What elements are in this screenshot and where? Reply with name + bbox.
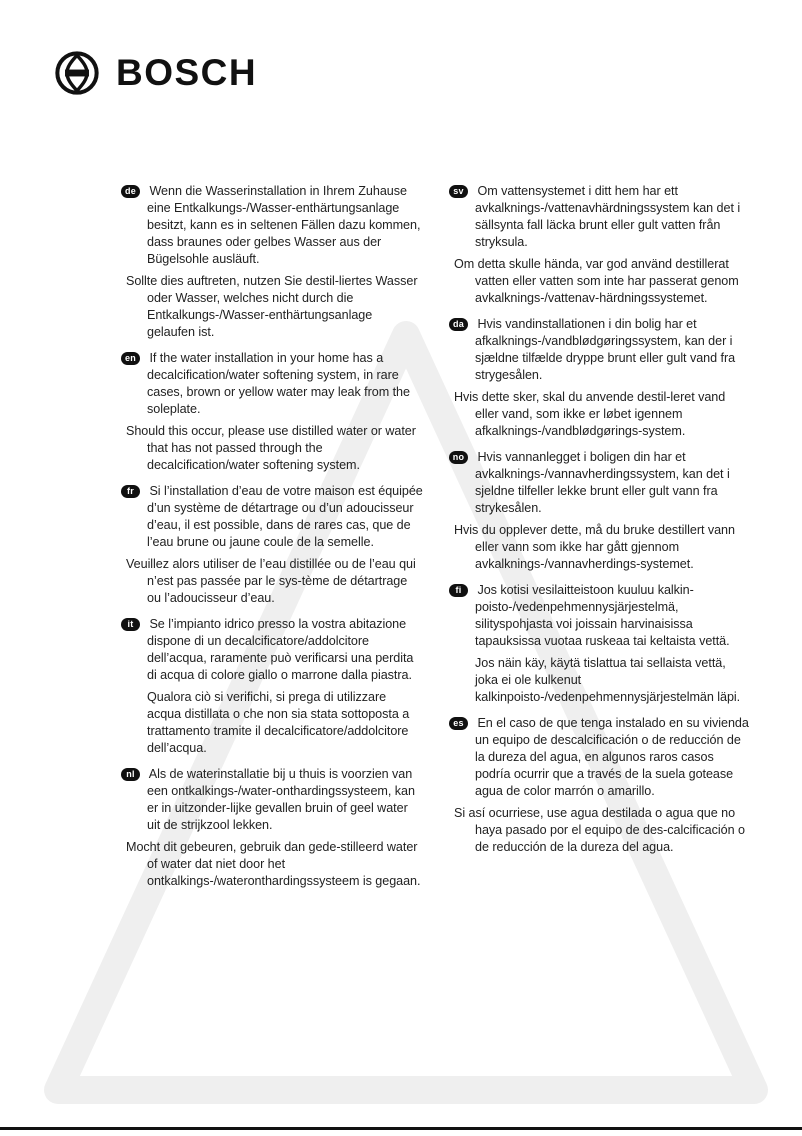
language-badge-de: de <box>121 185 140 198</box>
language-section-it <box>121 616 423 757</box>
paragraph-text: Hvis vandinstallationen i din bolig har et afkalknings-/vandblødgøringssystem, kan der i sjældne tilfælde dryppe brunt eller gult vand fra strygesålen. <box>475 317 736 382</box>
bosch-wordmark: BOSCH <box>116 52 258 93</box>
paragraph-text: En el caso de que tenga instalado en su vivienda un equipo de descalcificación o de reducción de la dureza del agua, en algunos raros casos podría ocurrir que a través de la suela gotease agua de color marrón o amarillo. <box>475 716 749 798</box>
paragraph-text: Qualora ciò si verifichi, si prega di utilizzare acqua distillata o che non sia stata sottoposta a trattamento tramite il decalcificatore/addolcitore dell’acqua. <box>147 690 410 755</box>
bosch-logo <box>54 50 257 96</box>
paragraph <box>449 582 751 650</box>
language-section-da <box>449 316 751 440</box>
paragraph <box>121 616 423 684</box>
paragraph <box>449 183 751 251</box>
paragraph-text: Om detta skulle hända, var god använd destillerat vatten eller vatten som inte har passerat genom avkalknings-/vattenav-härdningssystemet. <box>454 257 739 305</box>
paragraph-text: Veuillez alors utiliser de l’eau distillée ou de l’eau qui n’est pas passée par le sys-tème de détartrage ou l’adoucisseur d’eau. <box>126 557 416 605</box>
language-section-en <box>121 350 423 474</box>
footer-rule <box>0 1127 802 1130</box>
paragraph-text: Hvis dette sker, skal du anvende destil-leret vand eller vand, som ikke er løbet igennem afkalknings-/vandblødgørings-system. <box>454 390 726 438</box>
paragraph-text: Hvis du opplever dette, må du bruke destillert vann eller vann som ikke har gått gjennom avkalknings-/vannavherdings-systemet. <box>454 523 735 571</box>
paragraph <box>121 483 423 551</box>
language-section-sv <box>449 183 751 307</box>
bosch-anchor-icon <box>54 50 100 96</box>
language-badge-fr: fr <box>121 485 140 498</box>
language-section-es <box>449 715 751 856</box>
paragraph-text: Mocht dit gebeuren, gebruik dan gede-stilleerd water of water dat niet door het ontkalkings-/wateronthardingssysteem is gegaan. <box>126 840 421 888</box>
paragraph <box>121 766 423 834</box>
paragraph-text: Jos näin käy, käytä tislattua tai sellaista vettä, joka ei ole kulkenut kalkinpoisto-/vedenpehmennysjärjestelmän läpi. <box>475 656 741 704</box>
language-badge-fi: fi <box>449 584 468 597</box>
paragraph-text: If the water installation in your home has a decalcification/water softening system, in rare cases, brown or yellow water may leak from the soleplate. <box>147 351 410 416</box>
language-badge-nl: nl <box>121 768 140 781</box>
paragraph-text: Sollte dies auftreten, nutzen Sie destil-liertes Wasser oder Wasser, welches nicht durch die Entkalkungs-/Wasser-enthärtungsanlage gelaufen ist. <box>126 274 418 339</box>
paragraph <box>449 316 751 384</box>
language-section-fr <box>121 483 423 607</box>
paragraph-text: Als de waterinstallatie bij u thuis is voorzien van een ontkalkings-/water-onthardingssysteem, kan er in uitzonder-lijke gevallen bruin of geel water uit de strijkzool lekken. <box>147 767 415 832</box>
language-section-de <box>121 183 423 341</box>
language-badge-en: en <box>121 352 140 365</box>
paragraph <box>121 183 423 268</box>
language-badge-sv: sv <box>449 185 468 198</box>
language-section-nl <box>121 766 423 890</box>
paragraph-text: Se l’impianto idrico presso la vostra abitazione dispone di un decalcificatore/addolcitore dell’acqua, raramente può verificarsi una perdita di acqua di colore giallo o marrone dalla piastra. <box>147 617 414 682</box>
language-badge-it: it <box>121 618 140 631</box>
language-badge-da: da <box>449 318 468 331</box>
paragraph-text: Jos kotisi vesilaitteistoon kuuluu kalkin-poisto-/vedenpehmennysjärjestelmä, silityspohjasta voi joissain harvinaisissa tapauksissa vuotaa ruskeaa tai keltaista vettä. <box>475 583 730 648</box>
paragraph-text: Om vattensystemet i ditt hem har ett avkalknings-/vattenavhärdningssystem kan det i sällsynta fall läcka brunt eller gult vatten från stryksula. <box>475 184 741 249</box>
language-badge-es: es <box>449 717 468 730</box>
paragraph <box>121 350 423 418</box>
paragraph-text: Hvis vannanlegget i boligen din har et avkalknings-/vannavherdingssystem, kan det i sjeldne tilfeller lekke brunt eller gult vann fra strykesålen. <box>475 450 730 515</box>
paragraph-text: Wenn die Wasserinstallation in Ihrem Zuhause eine Entkalkungs-/Wasser-enthärtungsanlage besitzt, kann es in seltenen Fällen dazu kommen, dass braunes oder gelbes Wasser aus der Bügelsohle ausläuft. <box>147 184 421 266</box>
paragraph <box>449 449 751 517</box>
document-column-left <box>121 183 423 899</box>
language-badge-no: no <box>449 451 468 464</box>
paragraph-text: Si así ocurriese, use agua destilada o agua que no haya pasado por el equipo de des-calcificación o de reducción de la dureza del agua. <box>454 806 745 854</box>
paragraph-text: Si l’installation d’eau de votre maison est équipée d’un système de détartrage ou d’un adoucisseur d’eau, il est possible, dans de rares cas, que de l’eau brune ou jaune coule de la semelle. <box>147 484 423 549</box>
language-section-fi <box>449 582 751 706</box>
document-column-right <box>449 183 751 865</box>
paragraph <box>449 715 751 800</box>
language-section-no <box>449 449 751 573</box>
paragraph-text: Should this occur, please use distilled water or water that has not passed through the decalcification/water softening system. <box>126 424 416 472</box>
